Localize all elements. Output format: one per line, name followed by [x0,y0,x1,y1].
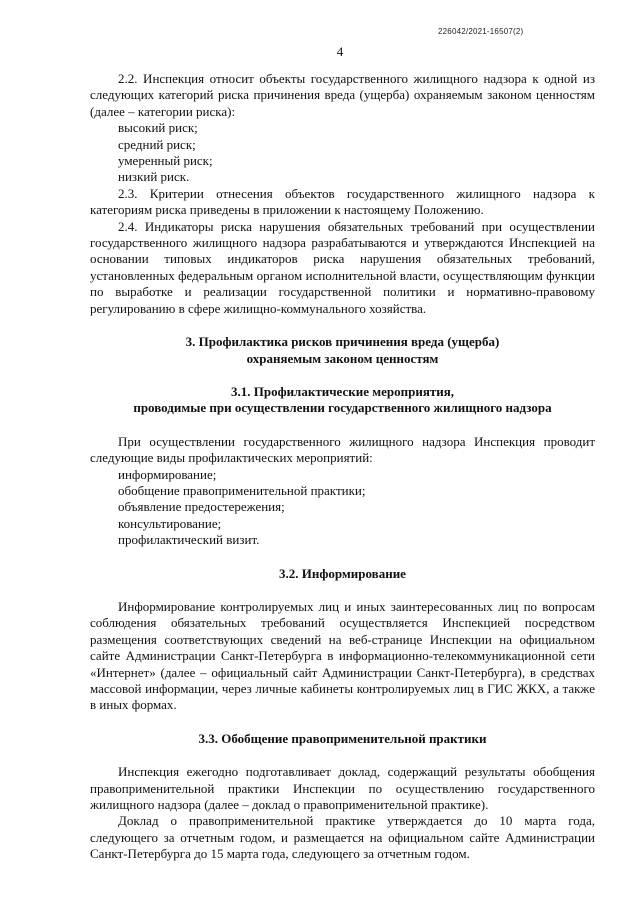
risk-level-item: высокий риск; [118,120,198,136]
section-3-1-title-line1: 3.1. Профилактические мероприятия, [230,383,455,399]
paragraph-2-3: 2.3. Критерии отнесения объектов государственного жилищного надзора к категориям риска приведены в приложении к настоящему Положению. [90,185,595,218]
paragraph-3-3-2: Доклад о правоприменительной практике утверждается до 10 марта года, следующего за отчетным годом, и размещается на официальном сайте Администрации Санкт-Петербурга до 15 марта года, следующего за отчетным годом. [90,813,595,862]
section-3-title [90,334,595,367]
section-3-3-title: 3.3. Обобщение правоприменительной практики [198,730,487,746]
risk-level-item: умеренный риск; [118,153,213,169]
prevention-measure-item: обобщение правоприменительной практики; [118,482,366,498]
paragraph-2-4: 2.4. Индикаторы риска нарушения обязательных требований при осуществлении государственного жилищного надзора разрабатываются и утверждаются Инспекцией на основании типовых индикаторов риска нарушения обязательных требований, установленных федеральным органом исполнительной власти, осуществляющим функции по выработке и реализации государственной политики и нормативно-правовому регулированию в сфере жилищно-коммунального хозяйства. [90,218,595,316]
document-body [90,71,595,863]
paragraph-3-2: Информирование контролируемых лиц и иных заинтересованных лиц по вопросам соблюдения обязательных требований осуществляется Инспекцией посредством размещения соответствующих сведений на веб-странице Инспекции на официальном сайте Администрации Санкт-Петербурга в информационно-телекоммуникационной сети «Интернет» (далее – официальный сайт Администрации Санкт-Петербурга), в средствах массовой информации, через личные кабинеты контролируемых лиц в ГИС ЖКХ, а также в иных формах. [90,598,595,713]
paragraph-3-1-intro: При осуществлении государственного жилищного надзора Инспекция проводит следующие виды профилактических мероприятий: [90,433,595,466]
paragraph-2-2: 2.2. Инспекция относит объекты государственного жилищного надзора к одной из следующих категорий риска причинения вреда (ущерба) охраняемым законом ценностям (далее – категории риска): [90,71,595,119]
section-3-title-line1: 3. Профилактика рисков причинения вреда (ущерба) [185,334,500,350]
paragraph-3-3-1: Инспекция ежегодно подготавливает доклад, содержащий результаты обобщения правоприменительной практики Инспекции по осуществлению государственного жилищного надзора (далее – доклад о правоприменительной практике). [90,764,595,813]
prevention-measure-item: информирование; [118,466,217,482]
risk-level-item: низкий риск. [118,169,190,185]
section-3-1-title [90,384,595,417]
page-number: 4 [336,44,344,59]
prevention-measure-item: объявление предостережения; [118,499,285,515]
risk-level-item: средний риск; [118,136,196,152]
prevention-measure-item: консультирование; [118,515,222,531]
document-id: 226042/2021-16507(2) [438,27,524,36]
section-3-title-line2: охраняемым законом ценностям [246,350,439,366]
prevention-measure-item: профилактический визит. [118,532,260,548]
section-3-2-title: 3.2. Информирование [279,565,406,581]
section-3-1-title-line2: проводимые при осуществлении государственного жилищного надзора [133,400,552,416]
